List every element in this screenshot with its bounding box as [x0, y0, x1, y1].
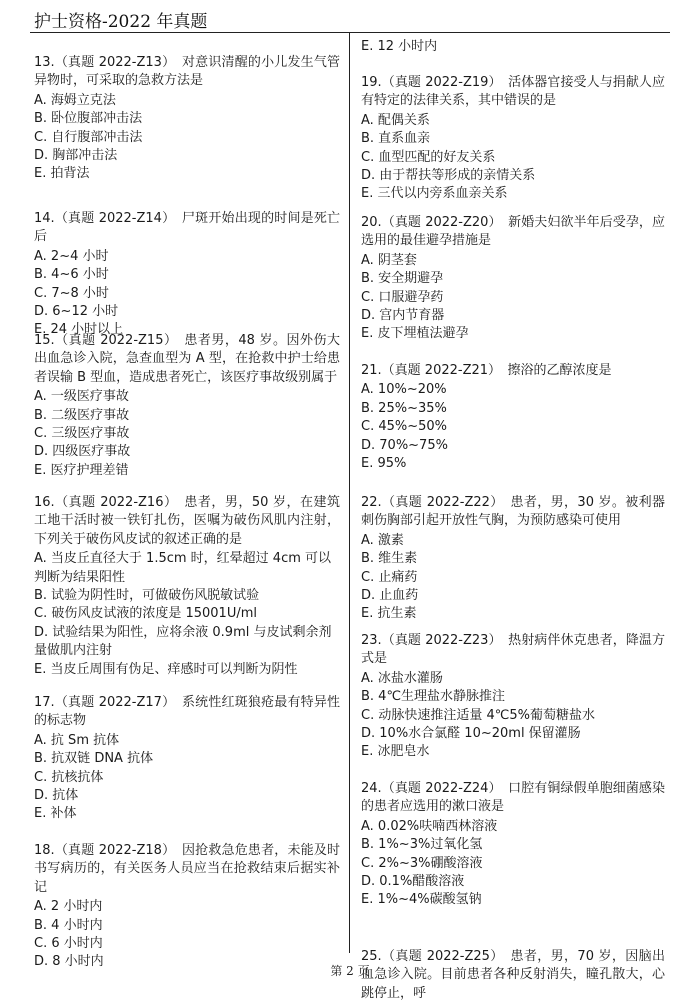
answer-option: A. 抗 Sm 抗体	[34, 732, 120, 748]
answer-option: D. 抗体	[34, 788, 79, 804]
question-stem: 20.（真题 2022-Z20） 新婚夫妇欲半年后受孕，应选用的最佳避孕措施是	[361, 215, 665, 249]
answer-option: A. 2 小时内	[34, 899, 103, 915]
answer-option: C. 抗核抗体	[34, 769, 104, 785]
answer-option: C. 破伤风皮试液的浓度是 15001U/ml	[34, 606, 257, 622]
answer-option: E. 医疗护理差错	[34, 462, 129, 478]
answer-option: E. 冰肥皂水	[361, 744, 430, 760]
question-stem: 17.（真题 2022-Z17） 系统性红斑狼疮最有特异性的标志物	[34, 695, 340, 729]
question-item	[34, 694, 340, 824]
question-item	[34, 210, 340, 340]
question-stem: 22.（真题 2022-Z22） 患者，男，30 岁。被利器刺伤胸部引起开放性气胸，为预防感染可使用	[361, 495, 665, 529]
answer-option: A. 2~4 小时	[34, 248, 109, 264]
question-item	[361, 38, 665, 56]
answer-option: B. 4℃生理盐水静脉推注	[361, 689, 506, 705]
answer-option: C. 动脉快速推注适量 4℃5%葡萄糖盐水	[361, 707, 595, 723]
answer-option: D. 0.1%醋酸溶液	[361, 874, 465, 890]
answer-option: D. 宫内节育器	[361, 308, 445, 324]
answer-option: C. 2%~3%硼酸溶液	[361, 855, 483, 871]
answer-option: D. 止血药	[361, 588, 419, 604]
answer-option: B. 1%~3%过氧化氢	[361, 837, 483, 853]
question-stem: 15.（真题 2022-Z15） 患者男，48 岁。因外伤大出血急诊入院，急查血型为 A 型，在抢救中护士给患者误输 B 型血，造成患者死亡，该医疗事故级别属于	[34, 333, 340, 385]
page-number: 第 2 页	[330, 964, 370, 978]
answer-option: B. 卧位腹部冲击法	[34, 111, 143, 127]
question-stem: 25.（真题 2022-Z25） 患者，男，70 岁，因脑出血急诊入院。目前患者各种反射消失，瞳孔散大，心跳停止，呼	[361, 949, 665, 1001]
answer-option: A. 0.02%呋喃西林溶液	[361, 818, 498, 834]
answer-option: E. 拍背法	[34, 166, 90, 182]
answer-option: A. 阴茎套	[361, 252, 417, 268]
question-item	[34, 54, 340, 184]
question-stem: 23.（真题 2022-Z23） 热射病伴休克患者，降温方式是	[361, 633, 665, 667]
answer-option: A. 一级医疗事故	[34, 389, 129, 405]
answer-option: B. 二级医疗事故	[34, 407, 130, 423]
answer-option: D. 由于帮扶等形成的亲情关系	[361, 168, 536, 184]
answer-option: E. 三代以内旁系血亲关系	[361, 186, 508, 202]
answer-option: A. 海姆立克法	[34, 92, 116, 108]
answer-option: E. 1%~4%碳酸氢钠	[361, 892, 482, 908]
answer-option: C. 6 小时内	[34, 936, 103, 952]
answer-option: B. 抗双链 DNA 抗体	[34, 751, 154, 767]
question-item	[361, 214, 665, 344]
answer-option: E. 补体	[34, 806, 77, 822]
answer-option: A. 冰盐水灌肠	[361, 670, 443, 686]
answer-option: C. 血型匹配的好友关系	[361, 149, 496, 165]
answer-option: E. 抗生素	[361, 606, 417, 622]
question-item	[361, 362, 665, 473]
answer-option: C. 口服避孕药	[361, 289, 444, 305]
question-stem: 24.（真题 2022-Z24） 口腔有铜绿假单胞细菌感染的患者应选用的漱口液是	[361, 781, 665, 815]
answer-option: C. 7~8 小时	[34, 285, 109, 301]
answer-option: B. 4 小时内	[34, 917, 103, 933]
answer-option: C. 三级医疗事故	[34, 426, 130, 442]
answer-option: E. 当皮丘周围有伪足、痒感时可以判断为阴性	[34, 661, 298, 677]
answer-option: A. 配偶关系	[361, 112, 430, 128]
question-stem: 16.（真题 2022-Z16） 患者，男，50 岁，在建筑工地干活时被一铁钉扎伤，医嘱为破伤风肌内注射，下列关于破伤风皮试的叙述正确的是	[34, 495, 340, 547]
question-stem: 14.（真题 2022-Z14） 尸斑开始出现的时间是死亡后	[34, 211, 340, 245]
header-title: 护士资格-2022 年真题	[34, 12, 208, 32]
answer-option: C. 止痛药	[361, 569, 418, 585]
answer-option: D. 试验结果为阳性，应将余液 0.9ml 与皮试剩余剂量做肌内注射	[34, 624, 332, 659]
answer-option: C. 自行腹部冲击法	[34, 129, 143, 145]
answer-option: C. 45%~50%	[361, 419, 448, 435]
question-item	[361, 494, 665, 624]
answer-option: D. 6~12 小时	[34, 304, 119, 320]
answer-option: A. 激素	[361, 532, 404, 548]
question-item	[34, 332, 340, 480]
question-item	[361, 780, 665, 910]
answer-option: A. 当皮丘直径大于 1.5cm 时，红晕超过 4cm 可以判断为结果阳性	[34, 551, 332, 585]
answer-option: B. 安全期避孕	[361, 271, 444, 287]
answer-option: D. 胸部冲击法	[34, 148, 118, 164]
answer-option: B. 直系血亲	[361, 131, 431, 147]
question-item	[361, 74, 665, 204]
answer-option: D. 70%~75%	[361, 437, 448, 453]
question-stem: 18.（真题 2022-Z18） 因抢救急危患者，未能及时书写病历的，有关医务人员应当在抢救结束后据实补记	[34, 843, 340, 895]
question-stem: 19.（真题 2022-Z19） 活体器官接受人与捐献人应有特定的法律关系，其中错误的是	[361, 75, 665, 109]
answer-option: E. 24 小时以上	[34, 322, 124, 338]
answer-option: A. 10%~20%	[361, 382, 447, 398]
answer-option: E. 12 小时内	[361, 39, 438, 54]
answer-option: E. 95%	[361, 456, 407, 472]
answer-option: E. 皮下埋植法避孕	[361, 326, 469, 342]
answer-option: B. 试验为阴性时，可做破伤风脱敏试验	[34, 588, 260, 604]
answer-option: B. 4~6 小时	[34, 267, 109, 283]
answer-option: B. 25%~35%	[361, 400, 447, 416]
page-footer	[0, 962, 700, 979]
answer-option: D. 10%水合氯醛 10~20ml 保留灌肠	[361, 726, 581, 742]
question-stem: 21.（真题 2022-Z21） 擦浴的乙醇浓度是	[361, 363, 612, 378]
question-stem: 13.（真题 2022-Z13） 对意识清醒的小儿发生气管异物时，可采取的急救方法是	[34, 55, 340, 89]
question-item	[34, 494, 340, 679]
question-item	[361, 632, 665, 762]
question-item	[34, 842, 340, 972]
answer-option: D. 8 小时内	[34, 954, 104, 970]
page-header	[30, 0, 670, 33]
column-divider	[349, 33, 350, 953]
answer-option: D. 四级医疗事故	[34, 444, 131, 460]
answer-option: B. 维生素	[361, 551, 418, 567]
